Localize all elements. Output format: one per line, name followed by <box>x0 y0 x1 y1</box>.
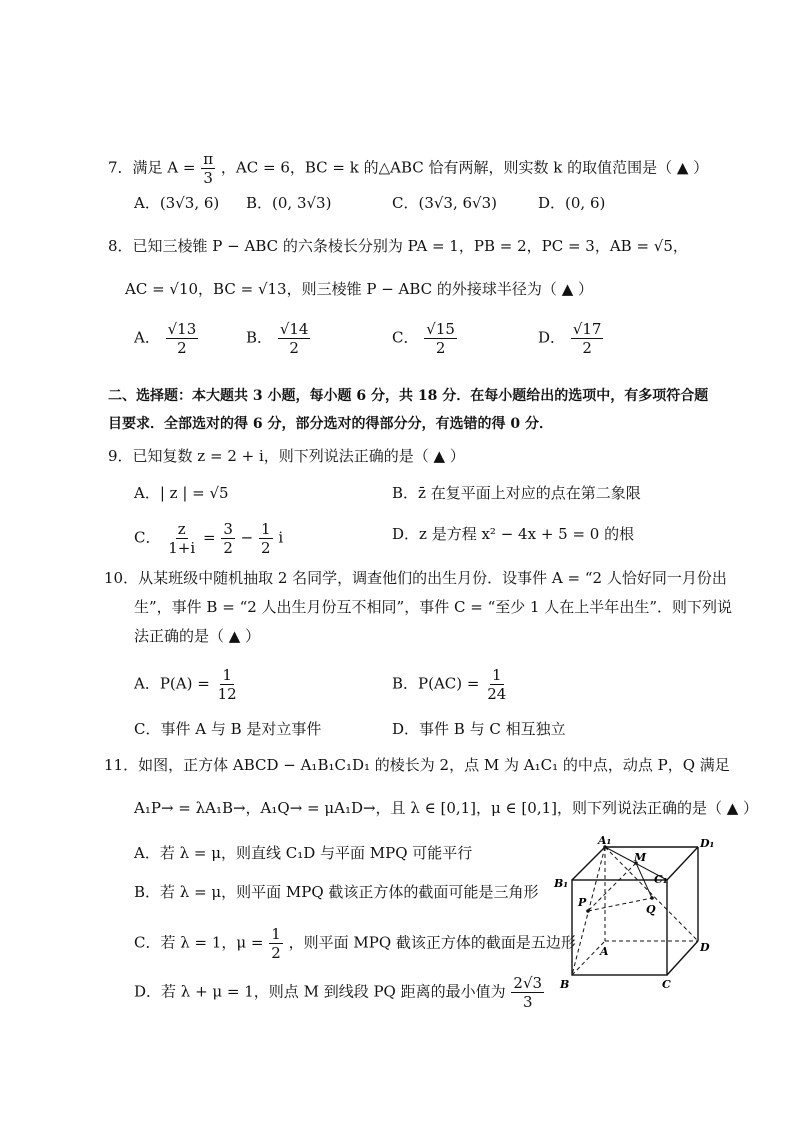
cube-edge <box>667 941 698 975</box>
q11-option-a: A．若 λ = μ，则直线 C₁D 与平面 MPQ 可能平行 <box>134 844 473 862</box>
label-d: D <box>700 941 710 954</box>
q11-option-c <box>134 925 576 962</box>
q7-stem <box>108 150 708 187</box>
cube-diagram <box>550 835 720 1000</box>
q8-option-a <box>134 320 199 357</box>
label-c: C <box>662 978 671 991</box>
fraction-numerator: √14 <box>279 320 309 338</box>
segment-p-q <box>588 898 652 911</box>
fraction-denominator: 2 <box>289 339 299 357</box>
q8-stem-line-2: AC = √10，BC = √13，则三棱锥 P − ABC 的外接球半径为（ ▲ ） <box>125 280 594 298</box>
fraction-numerator: 1 <box>222 666 232 684</box>
option-label: A．P(A) = <box>134 674 210 693</box>
q11-stem-line-2: A₁P→ = λA₁B→，A₁Q→ = μA₁D→，且 λ ∈ [0,1]，μ ∈ [0,1]，则下列说法正确的是（ ▲ ） <box>134 799 759 817</box>
fraction-denominator: 2 <box>582 339 592 357</box>
section-2-instructions-line-2: 目要求．全部选对的得 6 分，部分选对的得部分分，有选错的得 0 分． <box>108 416 553 432</box>
option-text: ，则平面 MPQ 截该正方体的截面是五边形 <box>288 933 576 952</box>
option-label: C． <box>134 528 161 547</box>
q7-option-d: D．(0, 6) <box>538 194 606 212</box>
section-2-instructions-line-1: 二、选择题：本大题共 3 小题，每小题 6 分，共 18 分．在每小题给出的选项中，有多项符合题 <box>108 388 709 404</box>
fraction <box>269 925 283 962</box>
option-text: D．若 λ + μ = 1，则点 M 到线段 PQ 距离的最小值为 <box>134 982 506 1001</box>
q7-stem-part-a: 7．满足 A = <box>108 158 196 177</box>
segment-m-p <box>588 863 636 911</box>
q8-option-b <box>246 320 311 357</box>
q9-option-c <box>134 520 283 557</box>
label-a: A <box>600 945 609 958</box>
q10-option-d: D．事件 B 与 C 相互独立 <box>392 720 566 738</box>
q11-stem-line-1: 11．如图，正方体 ABCD − A₁B₁C₁D₁ 的棱长为 2，点 M 为 A₁C₁ 的中点，动点 P，Q 满足 <box>104 756 730 774</box>
cube-edge <box>572 847 605 880</box>
q10-stem-line-1: 10．从某班级中随机抽取 2 名同学，调查他们的出生月份．设事件 A = “2 人恰好同一月份出 <box>104 569 727 587</box>
label-m: M <box>634 851 647 864</box>
q10-option-b <box>392 666 509 703</box>
option-text: C．若 λ = 1，μ = <box>134 933 264 952</box>
q8-option-d <box>538 320 604 357</box>
fraction-numerator: √15 <box>426 320 455 338</box>
option-label: C． <box>392 328 419 347</box>
fraction-denominator: 2 <box>271 944 281 962</box>
fraction <box>259 520 273 557</box>
q9-stem: 9．已知复数 z = 2 + i，则下列说法正确的是（ ▲ ） <box>108 447 465 465</box>
q8-option-c <box>392 320 458 357</box>
fraction <box>571 320 604 357</box>
equals-sign: = <box>202 528 216 547</box>
label-d1: D₁ <box>700 837 715 850</box>
fraction <box>221 520 235 557</box>
q9-option-a: A．| z | = √5 <box>134 484 229 502</box>
fraction-numerator: 1 <box>261 520 271 538</box>
q7-option-c: C．(3√3, 6√3) <box>392 194 498 212</box>
fraction-numerator: 2√3 <box>513 974 543 992</box>
point-q <box>650 896 654 900</box>
point-p <box>586 909 590 913</box>
fraction-denominator: 3 <box>203 169 213 187</box>
label-q: Q <box>646 903 656 916</box>
fraction-numerator: √13 <box>167 320 197 338</box>
q8-stem-line-1: 8．已知三棱锥 P − ABC 的六条棱长分别为 PA = 1，PB = 2，PC = 3，AB = √5， <box>108 237 688 255</box>
fraction-denominator: 24 <box>487 685 507 703</box>
fraction-numerator: π <box>203 150 214 168</box>
q10-stem-line-3: 法正确的是（ ▲ ） <box>134 627 261 645</box>
fraction-denominator: 2 <box>177 339 187 357</box>
fraction <box>278 320 311 357</box>
fraction-numerator: 1 <box>271 925 281 943</box>
fraction-denominator: 2 <box>435 339 446 357</box>
pi-over-3-fraction <box>201 150 215 187</box>
q10-option-a <box>134 666 240 703</box>
label-a1: A₁ <box>598 835 612 847</box>
q10-stem-line-2: 生”，事件 B = “2 人出生月份互不相同”，事件 C = “至少 1 人在上半年出生”．则下列说 <box>134 598 732 616</box>
label-b: B <box>560 978 570 991</box>
fraction-numerator: z <box>177 520 186 538</box>
fraction-denominator: 1+i <box>168 539 196 557</box>
fraction-numerator: 1 <box>492 666 502 684</box>
fraction-numerator: √17 <box>572 320 602 338</box>
fraction <box>216 666 239 703</box>
q11-option-d <box>134 974 545 1011</box>
fraction <box>166 320 199 357</box>
minus-sign: − <box>240 528 254 547</box>
q11-option-b: B．若 λ = μ，则平面 MPQ 截该正方体的截面可能是三角形 <box>134 883 539 901</box>
q7-option-b: B．(0, 3√3) <box>246 194 332 212</box>
option-label: B． <box>246 328 273 347</box>
fraction-denominator: 12 <box>217 685 237 703</box>
option-label: A． <box>134 328 160 347</box>
fraction <box>511 974 544 1011</box>
cube-front-face <box>572 880 667 975</box>
q9-option-b: B．z̄ 在复平面上对应的点在第二象限 <box>392 484 641 502</box>
fraction-denominator: 2 <box>223 539 233 557</box>
fraction <box>424 320 457 357</box>
imaginary-unit: i <box>278 528 284 547</box>
fraction-denominator: 2 <box>261 539 271 557</box>
option-label: B．P(AC) = <box>392 674 480 693</box>
cube-edge <box>667 847 698 880</box>
label-c1: C₁ <box>654 873 668 886</box>
label-p: P <box>578 896 587 909</box>
cube-figure <box>550 835 720 1000</box>
fraction-numerator: 3 <box>223 520 233 538</box>
label-b1: B₁ <box>554 877 569 890</box>
option-label: D． <box>538 328 566 347</box>
q10-option-c: C．事件 A 与 B 是对立事件 <box>134 720 322 738</box>
fraction-denominator: 3 <box>522 993 533 1011</box>
q7-option-a: A．(3√3, 6) <box>134 194 220 212</box>
fraction <box>166 520 197 557</box>
q7-stem-part-b: ，AC = 6，BC = k 的△ABC 恰有两解，则实数 k 的取值范围是（ ▲ ） <box>220 158 709 177</box>
fraction <box>485 666 508 703</box>
q9-option-d: D．z 是方程 x² − 4x + 5 = 0 的根 <box>392 525 635 543</box>
